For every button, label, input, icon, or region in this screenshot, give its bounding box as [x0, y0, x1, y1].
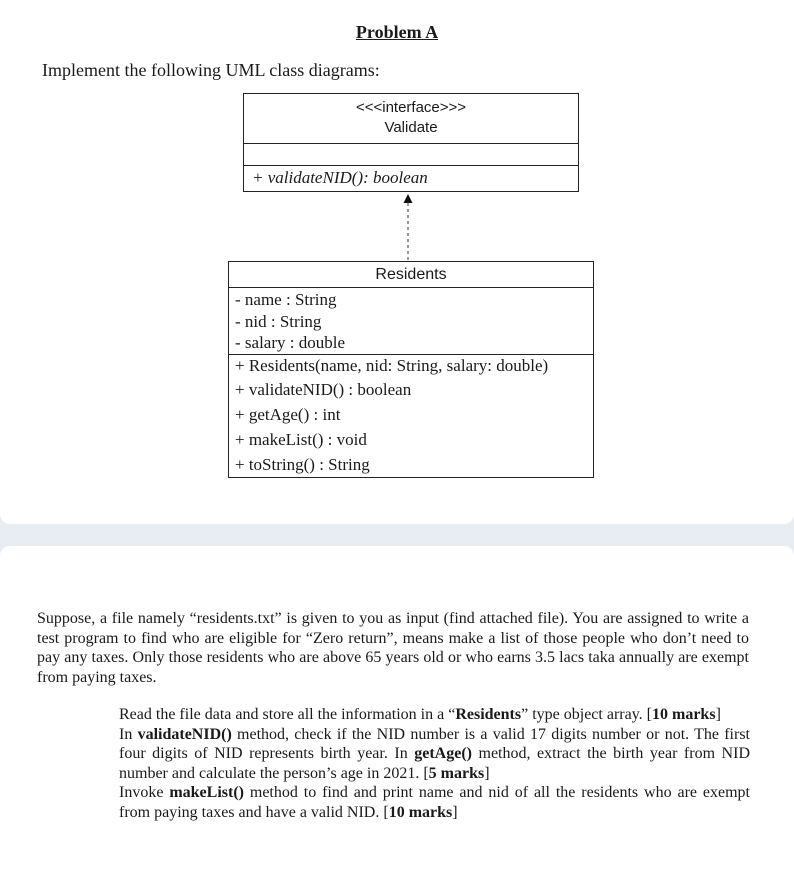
task-validate-nid: [119, 725, 750, 784]
interface-attributes-cell: [244, 144, 578, 166]
interface-name-cell: [244, 94, 578, 144]
class-operation: + getAge() : int: [235, 404, 341, 424]
uml-class-residents: [228, 261, 594, 478]
task-text: method to find and print name and nid of all the residents who are exempt from paying taxes and have a valid NID. [: [119, 784, 750, 821]
arrow-head-icon: [404, 194, 413, 203]
uml-interface-validate: [243, 93, 579, 192]
class-attribute: - salary : double: [235, 333, 345, 352]
problem-title: Problem A: [355, 22, 439, 42]
class-operations: [229, 355, 593, 477]
class-attribute: - name : String: [235, 290, 337, 309]
task-marks: 10 marks: [388, 803, 453, 821]
task-make-list: [119, 783, 750, 822]
task-keyword: validateNID(): [137, 725, 232, 743]
task-text: method, extract the birth year from NID number and calculate the person’s age in 2021. [: [119, 745, 750, 782]
interface-name: Validate: [384, 119, 438, 136]
problem-intro: Implement the following UML class diagrams:: [42, 60, 380, 80]
class-operation: + validateNID() : boolean: [235, 379, 412, 399]
task-text: Read the file data and store all the information in a “: [119, 706, 456, 723]
task-list: [119, 705, 750, 822]
interface-stereotype: <<<interface>>>: [355, 99, 467, 116]
task-text: ]: [452, 803, 458, 821]
class-operation: + makeList() : void: [235, 429, 367, 449]
class-operation: + Residents(name, nid: String, salary: double): [235, 355, 549, 375]
interface-operation: + validateNID(): boolean: [252, 168, 428, 187]
task-text: method, check if the NID number is a valid 17 digits number or not. The first four digits of NID represents birth year. In: [119, 725, 751, 762]
task-marks: 10 marks: [652, 706, 716, 723]
problem-description: Suppose, a file namely “residents.txt” is given to you as input (find attached file). You are assigned to write a test program to find who are eligible for “Zero return”, means make a list of those people who don’t need to pay any taxes. Only those residents who are above 65 years old or who earns 3.5 lacs taka annually are exempt from paying taxes.: [37, 610, 749, 686]
task-read-file: [119, 705, 750, 725]
task-text: In: [119, 725, 138, 743]
task-keyword: Residents: [455, 706, 522, 723]
task-text: ]: [484, 764, 490, 782]
task-keyword: makeList(): [169, 784, 244, 801]
task-text: Invoke: [119, 784, 170, 801]
class-attribute: - nid : String: [235, 311, 322, 331]
task-text: ” type object array. [: [521, 706, 652, 723]
class-operation: + toString() : String: [235, 454, 370, 474]
task-marks: 5 marks: [428, 764, 485, 782]
realization-arrow: [400, 192, 416, 262]
task-keyword: getAge(): [414, 745, 472, 762]
class-name: Residents: [229, 262, 593, 288]
class-attributes: [229, 288, 593, 355]
task-text: ]: [715, 706, 721, 723]
